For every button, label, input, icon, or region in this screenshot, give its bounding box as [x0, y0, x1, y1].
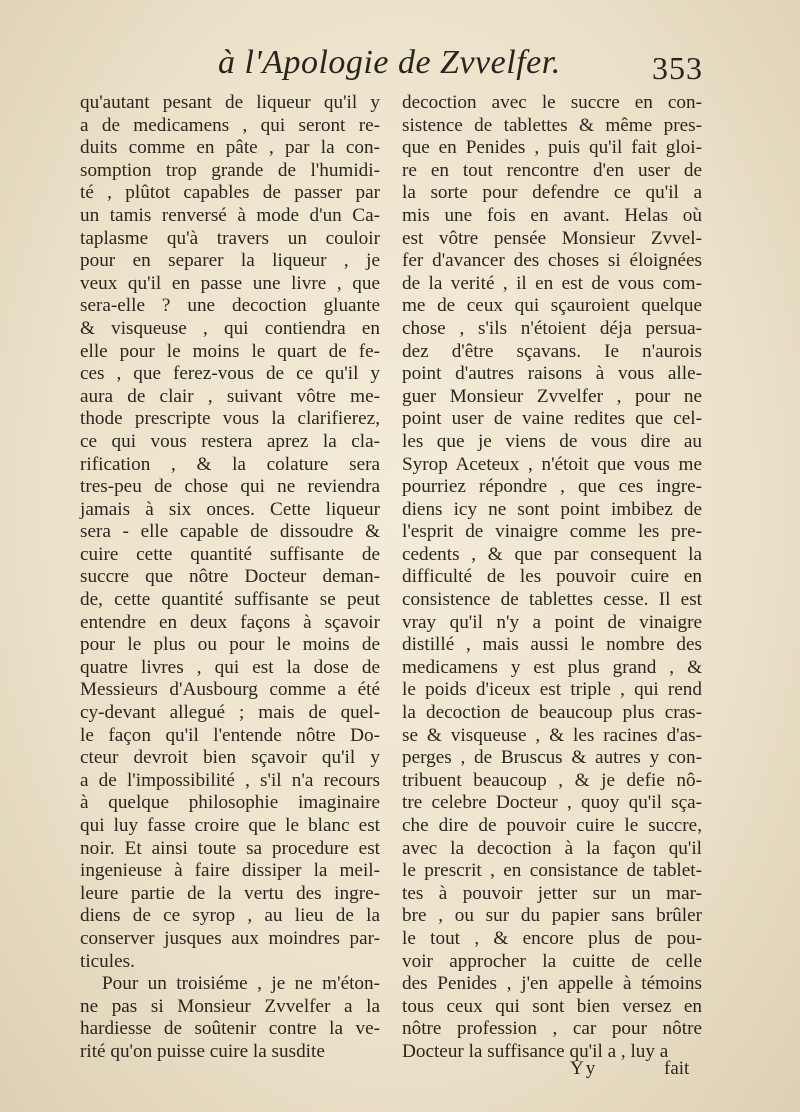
- text-line: duits comme en pâte , par la con-: [80, 137, 380, 159]
- page-footer: [402, 1058, 702, 1082]
- text-line: guer Monsieur Zvvelfer , pour ne: [402, 385, 702, 407]
- text-line: me de ceux qui sçauroient quelque: [402, 295, 702, 317]
- text-line: point d'autres raisons à vous alle-: [402, 363, 702, 385]
- text-line: Pour un troisiéme , je ne m'éton-: [102, 973, 380, 995]
- text-line: le prescrit , en consistance de tablet-: [402, 860, 702, 882]
- text-line: que en Penides , puis qu'il fait gloi-: [402, 137, 702, 159]
- text-line: ces , que ferez-vous de ce qu'il y: [80, 363, 380, 385]
- catchword: fait: [664, 1058, 690, 1079]
- text-line: & visqueuse , qui contiendra en: [80, 317, 380, 339]
- text-line: le tout , & encore plus de pou-: [402, 927, 702, 949]
- text-line: veux qu'il en passe une livre , que: [80, 272, 380, 294]
- text-line: sera-elle ? une decoction gluante: [80, 295, 380, 317]
- text-line: pour le plus ou pour le moins de: [80, 634, 380, 656]
- text-line: l'esprit de vinaigre comme les pre-: [402, 521, 702, 543]
- text-line: rification , & la colature sera: [80, 453, 380, 475]
- text-line: les que je viens de vous dire au: [402, 430, 702, 452]
- text-line: se & visqueuse , & les racines d'as-: [402, 724, 702, 746]
- text-line: aura de clair , suivant vôtre me-: [80, 385, 380, 407]
- left-column: [80, 92, 380, 1064]
- text-line: fer d'avancer des choses si éloignées: [402, 250, 702, 272]
- text-line: le façon qu'il l'entende nôtre Do-: [80, 724, 380, 746]
- text-line: qui luy fasse croire que le blanc est: [80, 815, 380, 836]
- text-line: pourriez répondre , que ces ingre-: [402, 476, 702, 498]
- text-line: medicamens y est plus grand , &: [402, 656, 702, 678]
- text-line: entendre en deux façons à sçavoir: [80, 611, 380, 633]
- text-line: té , plûtot capables de passer par: [80, 182, 380, 204]
- text-line: point user de vaine redites que cel-: [402, 408, 702, 430]
- text-line: de la verité , il en est de vous com-: [402, 272, 702, 294]
- text-line: distillé , mais aussi le nombre des: [402, 634, 702, 656]
- signature-mark: Yy: [570, 1058, 598, 1079]
- text-line: dez d'être sçavans. Ie n'aurois: [402, 340, 702, 362]
- text-line: tribuent beaucoup , & je defie nô-: [402, 769, 702, 791]
- text-line: diens icy ne sont point imbibez de: [402, 498, 702, 520]
- page-number: 353: [652, 50, 703, 86]
- text-line: ingenieuse à faire dissiper la meil-: [80, 860, 380, 882]
- text-line: la sorte pour defendre ce qu'il a: [402, 182, 702, 204]
- text-line: avec la decoction à la façon qu'il: [402, 837, 702, 859]
- text-line: ne pas si Monsieur Zvvelfer a la: [80, 995, 380, 1017]
- text-line: a de l'impossibilité , s'il n'a recours: [80, 769, 380, 791]
- text-line: conserver jusques aux moindres par-: [80, 927, 380, 949]
- text-line: ticules.: [80, 950, 135, 972]
- text-line: a de medicamens , qui seront re-: [80, 114, 380, 136]
- text-line: tous ceux qui sont bien versez en: [402, 995, 702, 1017]
- text-line: voir approcher la cuitte de celle: [402, 950, 702, 972]
- text-line: de, cette quantité suffisante se peut: [80, 589, 380, 611]
- text-line: des Penides , j'en appelle à témoins: [402, 973, 702, 995]
- text-line: elle pour le moins le quart de fe-: [80, 340, 380, 362]
- text-line: Messieurs d'Ausbourg comme a été: [80, 679, 380, 701]
- text-line: Docteur la suffisance qu'il a , luy a: [402, 1040, 669, 1062]
- text-line: tres-peu de chose qui ne reviendra: [80, 476, 380, 498]
- text-line: cuire cette quantité suffisante de: [80, 543, 380, 565]
- text-line: ce qui vous restera aprez la cla-: [80, 430, 380, 452]
- text-line: taplasme qu'à travers un couloir: [80, 227, 380, 249]
- text-line: chose , s'ils n'étoient déja persua-: [402, 317, 702, 339]
- text-line: rité qu'on puisse cuire la susdite: [80, 1040, 325, 1062]
- text-line: somption trop grande de l'humidi-: [80, 159, 380, 181]
- text-line: cy-devant allegué ; mais de quel-: [80, 702, 380, 724]
- text-line: consistence de tablettes cesse. Il est: [402, 589, 702, 611]
- text-line: un tamis renversé à mode d'un Ca-: [80, 204, 380, 226]
- text-line: à quelque philosophie imaginaire: [80, 792, 380, 814]
- page-header: [0, 44, 800, 94]
- text-line: leure partie de la vertu des ingre-: [80, 882, 380, 904]
- text-line: le poids d'iceux est triple , qui rend: [402, 679, 702, 701]
- running-title: à l'Apologie de Zvvelfer.: [218, 44, 561, 81]
- text-line: quatre livres , qui est la dose de: [80, 656, 380, 678]
- text-line: la decoction de beaucoup plus cras-: [402, 702, 702, 724]
- text-line: nôtre profession , car pour nôtre: [402, 1018, 702, 1040]
- text-line: est vôtre pensée Monsieur Zvvel-: [402, 227, 702, 249]
- text-line: che dire de pouvoir cuire le succre,: [402, 815, 702, 836]
- right-column: [402, 92, 702, 1064]
- text-line: thode prescripte vous la clarifierez,: [80, 408, 380, 430]
- text-line: hardiesse de soûtenir contre la ve-: [80, 1018, 380, 1040]
- text-line: qu'autant pesant de liqueur qu'il y: [80, 92, 380, 113]
- text-line: Syrop Aceteux , n'étoit que vous me: [402, 453, 702, 475]
- text-line: cteur devroit bien sçavoir qu'il y: [80, 747, 380, 769]
- text-line: re en tout rencontre d'en user de: [402, 159, 702, 181]
- text-line: tes à pouvoir jetter sur un mar-: [402, 882, 702, 904]
- text-line: jamais à six onces. Cette liqueur: [80, 498, 380, 520]
- text-line: bre , ou sur du papier sans brûler: [402, 905, 702, 927]
- text-line: noir. Et ainsi toute sa procedure est: [80, 837, 380, 859]
- text-line: cedents , & que par consequent la: [402, 543, 702, 565]
- text-line: sistence de tablettes & même pres-: [402, 114, 702, 136]
- text-line: diens de ce syrop , au lieu de la: [80, 905, 380, 927]
- text-line: mis une fois en avant. Helas où: [402, 204, 702, 226]
- text-line: sera - elle capable de dissoudre &: [80, 521, 380, 543]
- text-line: difficulté de les pouvoir cuire en: [402, 566, 702, 588]
- text-line: decoction avec le succre en con-: [402, 92, 702, 113]
- text-line: tre celebre Docteur , quoy qu'il sça-: [402, 792, 702, 814]
- text-line: perges , de Bruscus & autres y con-: [402, 747, 702, 769]
- text-line: pour en separer la liqueur , je: [80, 250, 380, 272]
- text-line: vray qu'il n'y a point de vinaigre: [402, 611, 702, 633]
- text-line: succre que nôtre Docteur deman-: [80, 566, 380, 588]
